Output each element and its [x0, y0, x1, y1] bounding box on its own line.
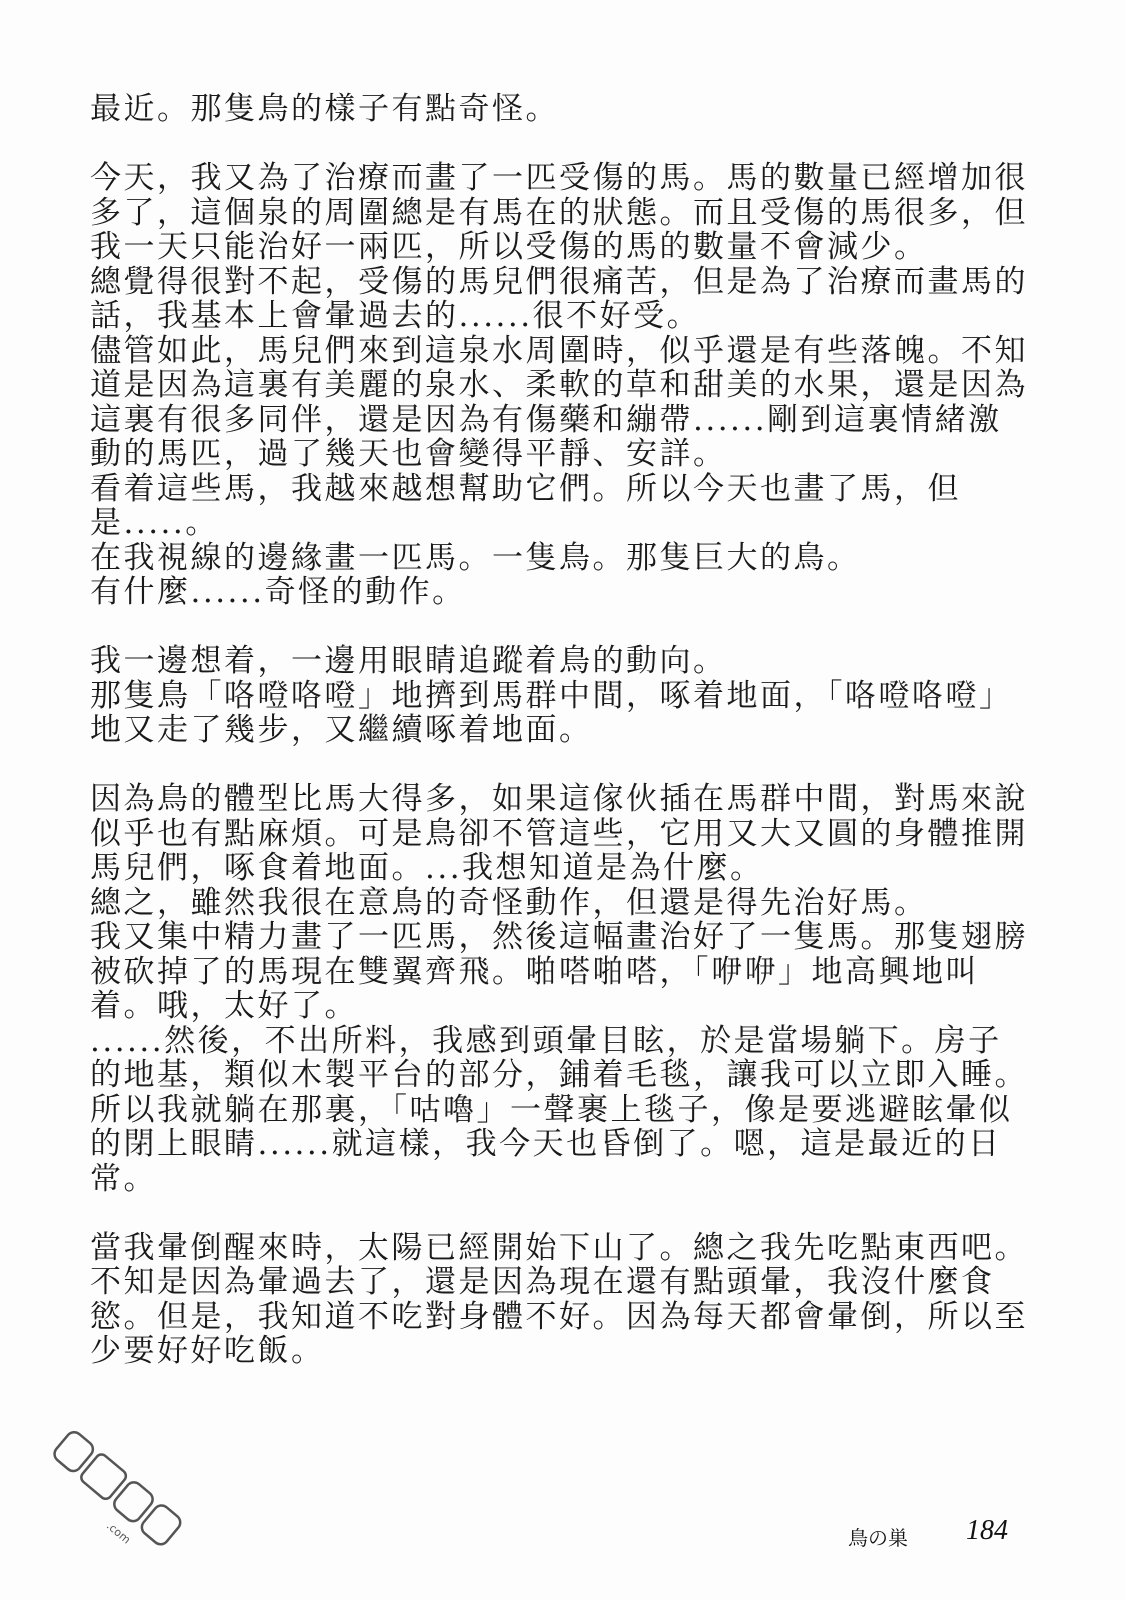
- text-line: 我又集中精力畫了一匹馬，然後這幅畫治好了一隻馬。那隻翅膀: [90, 919, 1028, 955]
- text-line: 這裏有很多同伴，還是因為有傷藥和繃帶......剛到這裏情緒激: [90, 401, 1002, 438]
- text-line: 地又走了幾步，又繼續啄着地面。: [90, 712, 593, 748]
- text-line: 是.....。: [90, 505, 219, 541]
- text-line: ......然後，不出所料，我感到頭暈目眩，於是當場躺下。房子: [90, 1022, 1002, 1059]
- text-line: 似乎也有點麻煩。可是鳥卻不管這些，它用又大又圓的身體推開: [90, 815, 1028, 852]
- text-line: 的地基，類似木製平台的部分，鋪着毛毯，讓我可以立即入睡。: [90, 1057, 1028, 1093]
- text-line: 今天，我又為了治療而畫了一匹受傷的馬。馬的數量已經增加很: [90, 160, 1028, 196]
- watermark-logo-icon: [18, 1420, 208, 1570]
- text-line: 儘管如此，馬兒們來到這泉水周圍時，似乎還是有些落魄。不知: [90, 332, 1028, 369]
- blank-line: [90, 127, 1030, 162]
- text-line: 常。: [90, 1160, 157, 1197]
- text-line: 我一邊想着，一邊用眼睛追蹤着鳥的動向。: [90, 643, 727, 679]
- book-title: 鳥の巣: [848, 1526, 908, 1550]
- text-line: 多了，這個泉的周圍總是有馬在的狀態。而且受傷的馬很多，但: [90, 194, 1028, 231]
- text-line: 道是因為這裏有美麗的泉水、柔軟的草和甜美的水果，還是因為: [90, 367, 1028, 403]
- text-line: 少要好好吃飯。: [90, 1333, 325, 1369]
- text-line: 那隻鳥「咯噔咯噔」地擠到馬群中間，啄着地面，「咯噔咯噔」: [90, 677, 1013, 714]
- text-line: 總覺得很對不起，受傷的馬兒們很痛苦，但是為了治療而畫馬的: [90, 263, 1028, 300]
- text-line: 我一天只能治好一兩匹，所以受傷的馬的數量不會減少。: [90, 229, 928, 265]
- page-number: 184: [966, 1515, 1008, 1546]
- text-line: 當我暈倒醒來時，太陽已經開始下山了。總之我先吃點東西吧。: [90, 1229, 1028, 1266]
- blank-line: [90, 1196, 1030, 1231]
- text-line: 在我視線的邊緣畫一匹馬。一隻鳥。那隻巨大的鳥。: [90, 539, 861, 576]
- text-line: 的閉上眼睛......就這樣，我今天也昏倒了。嗯，這是最近的日: [90, 1126, 1002, 1162]
- text-line: 不知是因為暈過去了，還是因為現在還有點頭暈，我沒什麼食: [90, 1264, 995, 1300]
- text-line: 慾。但是，我知道不吃對身體不好。因為每天都會暈倒，所以至: [90, 1298, 1028, 1335]
- text-line: 動的馬匹，過了幾天也會變得平靜、安詳。: [90, 436, 727, 472]
- text-line: 總之，雖然我很在意鳥的奇怪動作，但還是得先治好馬。: [90, 884, 928, 921]
- blank-line: [90, 610, 1030, 645]
- blank-line: [90, 748, 1030, 783]
- text-line: 馬兒們，啄食着地面。...我想知道是為什麼。: [90, 850, 764, 886]
- text-line: 話，我基本上會暈過去的......很不好受。: [90, 298, 701, 334]
- text-line: 看着這些馬，我越來越想幫助它們。所以今天也畫了馬，但: [90, 470, 961, 507]
- text-line: 着。哦，太好了。: [90, 988, 358, 1024]
- text-line: 被砍掉了的馬現在雙翼齊飛。啪嗒啪嗒，「咿咿」地高興地叫: [90, 953, 979, 990]
- text-line: 有什麼......奇怪的動作。: [90, 574, 466, 610]
- body-text: [90, 92, 1030, 1369]
- svg-text:.com: .com: [103, 1519, 133, 1547]
- text-line: 最近。那隻鳥的樣子有點奇怪。: [90, 91, 559, 127]
- text-line: 所以我就躺在那裏，「咕嚕」一聲裹上毯子，像是要逃避眩暈似: [90, 1091, 1013, 1128]
- text-line: 因為鳥的體型比馬大得多，如果這傢伙插在馬群中間，對馬來說: [90, 781, 1028, 817]
